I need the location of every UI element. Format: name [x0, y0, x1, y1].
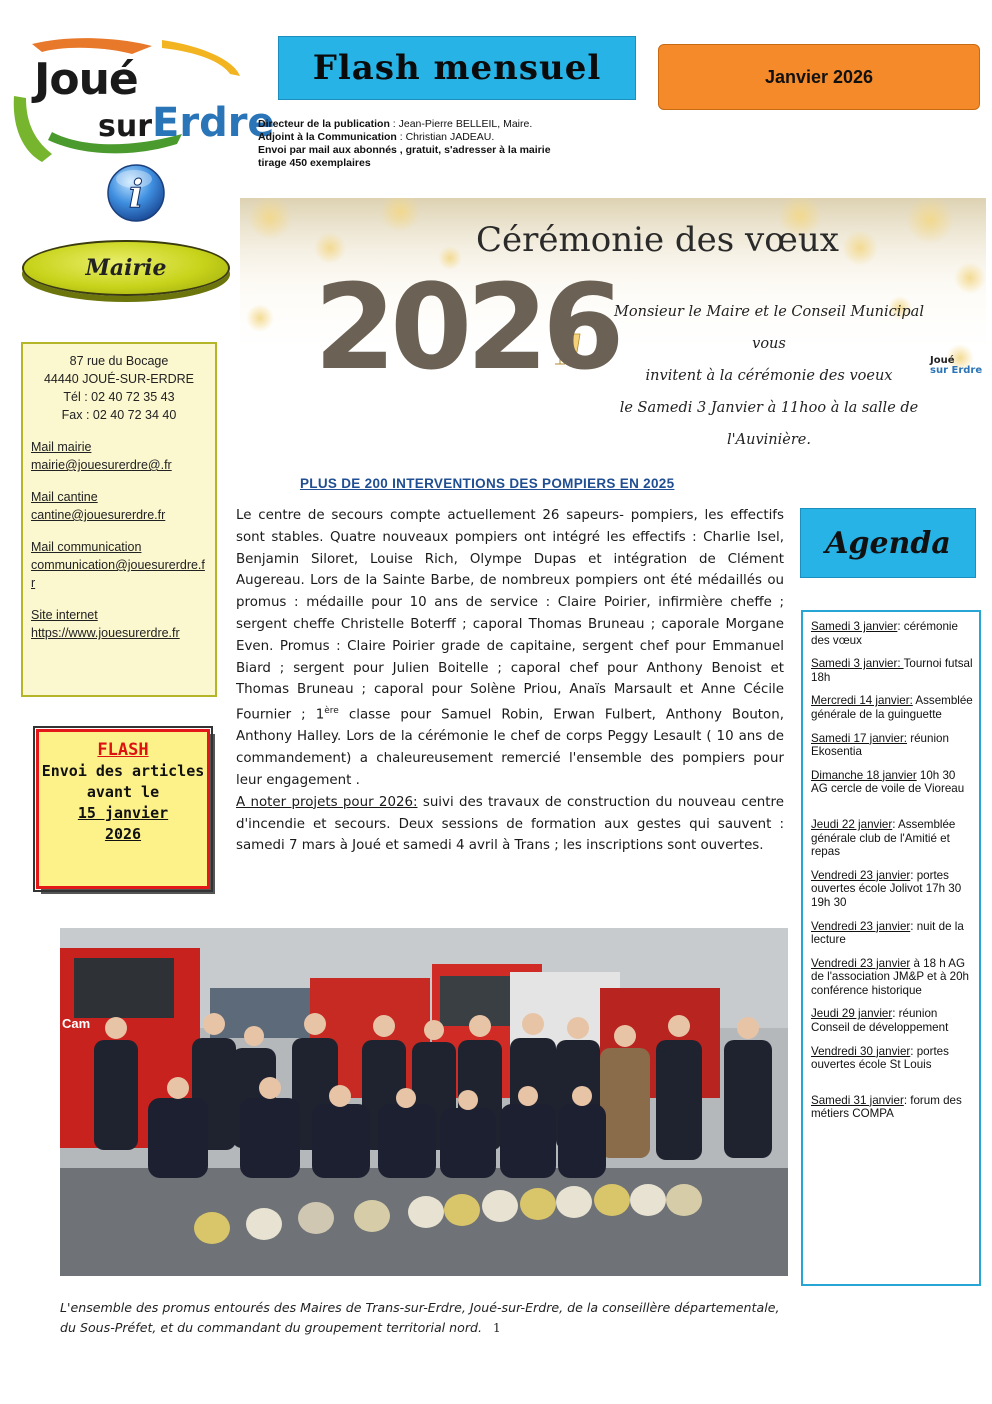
firefighters-group-photo [60, 928, 788, 1276]
contact-mail-communication[interactable]: communication@jouesurerdre.fr [31, 558, 205, 590]
flash-line2: avant le [86, 783, 160, 801]
credit-director: Directeur de la publication : Jean-Pierre BELLEIL, Maire. [258, 118, 533, 130]
truck-lettering: Cam [62, 1016, 91, 1031]
agenda-header [800, 508, 976, 578]
article-note-label: A noter projets pour 2026: [236, 794, 418, 810]
newsletter-title-box [278, 36, 636, 100]
agenda-item: Vendredi 23 janvier à 18 h AG de l'association JM&P et à 20h conférence historique [811, 956, 969, 997]
agenda-item: Vendredi 23 janvier: portes ouvertes école Jolivot 17h 30 19h 30 [811, 868, 962, 909]
ceremony-banner [240, 198, 986, 448]
agenda-item: Samedi 3 janvier: cérémonie des vœux [811, 620, 958, 647]
logo-word-sur-erdre: surErdre [98, 100, 275, 146]
agenda-item: Vendredi 30 janvier: portes ouvertes école St Louis [811, 1044, 949, 1072]
photo-illustration [60, 928, 788, 1276]
agenda-item: Samedi 17 janvier: réunion Ekosentia [811, 731, 949, 759]
credit-print-run: tirage 450 exemplaires [258, 157, 371, 169]
flash-deadline-date: 15 janvier [77, 804, 169, 822]
agenda-title: Agenda [825, 525, 951, 561]
credit-distribution: Envoi par mail aux abonnés , gratuit, s'adresser à la mairie [258, 144, 551, 156]
contact-label-mail-cantine: Mail cantine [31, 490, 98, 504]
contact-label-site: Site internet [31, 608, 98, 622]
flash-deadline-year: 2026 [104, 825, 142, 843]
info-icon [106, 163, 166, 223]
mairie-contact-panel [21, 342, 217, 697]
page-number: 1 [493, 1321, 501, 1335]
agenda-item: Samedi 31 janvier: forum des métiers COMPA [811, 1093, 962, 1121]
contact-label-mail-communication: Mail communication [31, 540, 142, 554]
contact-label-mail-mairie: Mail mairie [31, 440, 92, 454]
address-street: 87 rue du Bocage [69, 354, 169, 368]
article-title: PLUS DE 200 INTERVENTIONS DES POMPIERS EN 2025 [300, 476, 675, 491]
agenda-item: Jeudi 29 janvier: réunion Conseil de développement [811, 1007, 949, 1035]
agenda-item: Mercredi 14 janvier: Assemblée générale de la guinguette [811, 694, 973, 721]
issue-date-box [658, 44, 980, 110]
agenda-item: Vendredi 23 janvier: nuit de la lecture [811, 919, 964, 947]
banner-title: Cérémonie des vœux [476, 220, 839, 260]
address-city: 44440 JOUÉ-SUR-ERDRE [43, 372, 195, 386]
publication-credits [258, 118, 638, 170]
contact-site-link[interactable]: https://www.jouesurerdre.fr [31, 626, 180, 640]
article-body: Le centre de secours compte actuellement 26 sapeurs- pompiers, les effectifs sont stables. Quatre nouveaux pompiers ont intégré les effectifs : Charlie Isel, Benjamin Siloret, Louise Rich, Olympe Dupas et intégration de Clément Augereau. Lors de la Sainte Barbe, de nombreux pompiers ont été médaillés ou promus : médaille pour 10 ans de service : Claire Poirier, infirmière cheffe ; sergent cheffe Christelle Boterff ; caporal Thomas Bruneau ; caporale Morgane Even. Promus : Claire Poirier grade de capitaine, sergent chef pour Emmanuel Biard ; sergent pour Julien Boitelle ; caporal chef pour Anthony Benoist et Thomas Bruneau ; caporal pour Solène Priou, Anaïs Marsault et Anne Cécile Fournier ; 1ère classe pour Samuel Robin, Erwan Fulbert, Anthony Bouton, Anthony Halley. Lors de la cérémonie le chef de corps Peggy Lesault ( 10 ans de commandement) a chaleureusement remercié l'ensemble des pompiers pour leur engagement . A noter projets pour 2026: suivi des travaux de construction du nouveau centre d'incendie et secours. Deux sessions de formation aux gestes qui sauvent : samedi 7 mars à Joué et samedi 4 avril à Trans ; les inscriptions sont ouvertes. [236, 508, 784, 854]
banner-year: 2026 [314, 258, 619, 396]
flash-notice-box [36, 729, 210, 889]
flash-line1: Envoi des articles [41, 762, 205, 780]
address-tel: Tél : 02 40 72 35 43 [63, 390, 175, 404]
agenda-item: Jeudi 22 janvier: Assemblée générale club de l'Amitié et repas [811, 817, 956, 859]
joue-sur-erdre-logo [12, 36, 275, 162]
agenda-list [801, 610, 981, 1286]
address-fax: Fax : 02 40 72 34 40 [61, 408, 177, 422]
mairie-label: Mairie [85, 255, 167, 281]
flash-title: FLASH [97, 740, 149, 760]
banner-mini-logo: Joué sur Erdre [930, 355, 983, 376]
issue-date: Janvier 2026 [764, 66, 874, 87]
credit-adjoint: Adjoint à la Communication : Christian JADEAU. [258, 131, 495, 143]
logo-word-joue: Joué [34, 54, 138, 105]
svg-text:i: i [128, 171, 144, 216]
banner-invitation: Monsieur le Maire et le Conseil Municipal vous invitent à la cérémonie des voeux le Samedi 3 Janvier à 11hoo à la salle de l'Auvinière. [614, 304, 924, 448]
contact-mail-cantine[interactable]: cantine@jouesurerdre.fr [31, 508, 166, 522]
newsletter-title: Flash mensuel [312, 48, 602, 88]
mairie-badge [22, 240, 230, 296]
agenda-item: Samedi 3 janvier: Tournoi futsal 18h [811, 657, 973, 684]
photo-caption: L'ensemble des promus entourés des Maires de Trans-sur-Erdre, Joué-sur-Erdre, de la conseillère départementale, du Sous-Préfet, et du commandant du groupement territorial nord. [60, 1300, 780, 1335]
agenda-item: Dimanche 18 janvier 10h 30 AG cercle de voile de Vioreau [811, 768, 965, 796]
contact-mail-mairie[interactable]: mairie@jouesurerdre@.fr [31, 458, 172, 472]
